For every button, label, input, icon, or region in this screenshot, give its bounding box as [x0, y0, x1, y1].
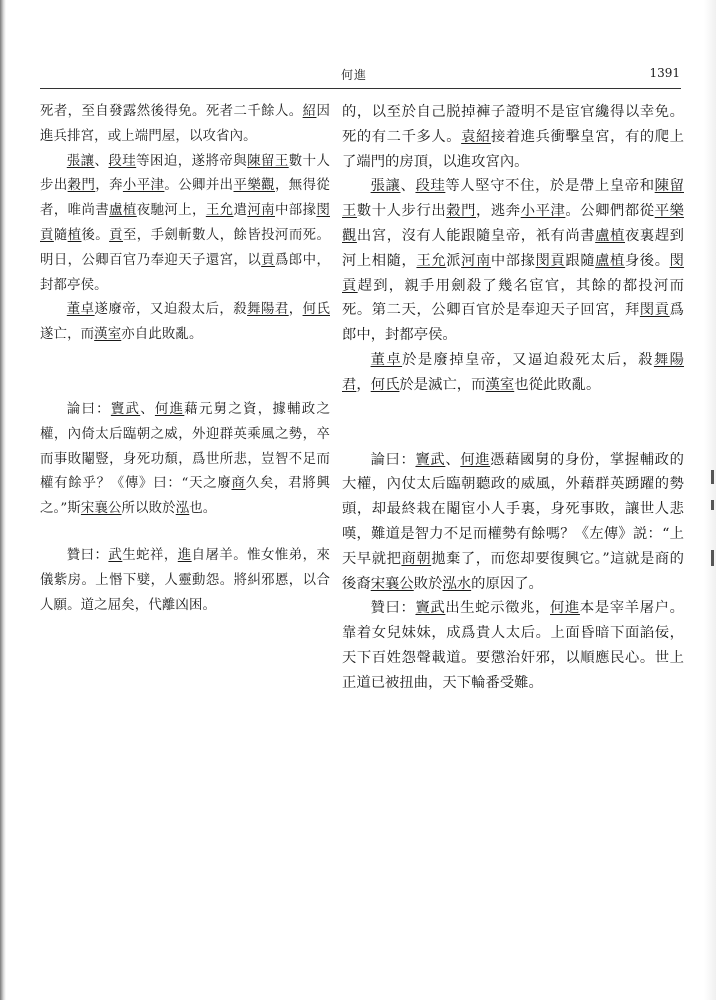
text-run: 論曰： [66, 401, 111, 417]
text-run: 至，手劍斬數人，餘皆投河而死。明日，公卿百官乃奉迎天子還宮，以 [40, 227, 331, 268]
proper-name: 穀門 [67, 178, 96, 194]
proper-name: 竇武 [415, 451, 446, 468]
proper-name: 段珪 [415, 178, 446, 195]
text-paragraph [342, 100, 684, 174]
text-run: 本是宰羊屠户。靠着女兒妹妹，成爲貴人太后。上面昏暗下面諂佞，天下百姓怨聲載道。要懲治奸邪，以順應民心。世上正道已被扭曲，天下輪番受難。 [342, 600, 684, 691]
proper-name: 段珪 [108, 153, 137, 169]
proper-name: 貢 [109, 227, 123, 243]
proper-name: 穀門 [446, 203, 477, 220]
proper-name: 閔貢 [535, 252, 566, 269]
proper-name: 董卓 [370, 351, 403, 368]
text-run: 論曰： [370, 451, 416, 468]
text-run: 憑藉國舅的身份，掌握輔政的大權，內仗太后臨朝聽政的威風，外藉群英踴躍的勢頭，却最終栽在閹宦小人手裏，身死事敗，讓世人悲嘆，難道是智力不足而權勢有餘嗎？《左傳》説：“上天早就把 [342, 451, 684, 567]
text-run: 數十人步行出 [356, 203, 447, 220]
text-run: 夜裏趕到河上相隨， [342, 227, 684, 269]
proper-name: 泓水 [442, 575, 472, 592]
proper-name: 小平津 [520, 203, 566, 220]
text-run: 遣 [233, 203, 248, 219]
text-paragraph [342, 348, 684, 398]
proper-name: 閔貢 [639, 302, 670, 319]
text-run: 中部掾 [490, 252, 536, 269]
text-paragraph [342, 174, 684, 348]
proper-name: 竇武 [110, 401, 141, 417]
text-run: ， [356, 376, 371, 393]
text-run: 出宮，沒有人能跟隨皇帝，衹有尚書 [356, 227, 596, 244]
page-header [40, 66, 680, 84]
proper-name: 平樂觀 [233, 178, 275, 194]
proper-name: 張讓 [66, 153, 95, 169]
proper-name: 小平津 [122, 178, 165, 194]
page-binding-edge [0, 0, 6, 1000]
proper-name: 商 [231, 476, 246, 492]
text-run: 敗於 [413, 575, 443, 592]
proper-name: 貢 [261, 252, 275, 268]
text-run: 亦自此敗亂。 [121, 327, 203, 343]
text-run: ，逃奔 [476, 203, 521, 220]
text-paragraph [40, 150, 330, 299]
text-run: 出生蛇示徵兆， [445, 600, 551, 617]
proper-name: 舞陽君 [342, 351, 684, 393]
text-run: ，奔 [95, 178, 123, 194]
text-run: 後。 [81, 227, 110, 243]
text-run: 隨 [53, 227, 68, 243]
eulogy-paragraph [342, 596, 684, 695]
text-run: 爲郎中，封都亭侯。 [342, 302, 685, 344]
text-run: 贊曰： [370, 600, 416, 617]
classical-text-column [40, 100, 330, 618]
commentary-paragraph [40, 398, 330, 522]
text-run: 遂廢帝，又迫殺太后，殺 [94, 302, 248, 318]
proper-name: 紹 [302, 104, 317, 119]
text-run: 於是滅亡，而 [399, 376, 486, 393]
proper-name: 舞陽君 [247, 302, 289, 318]
text-run: 自屠羊。惟女惟弟，來儀紫房。上惽下嬖，人靈動怨。將糾邪慝，以合人願。道之屈矣，代離凶困。 [40, 547, 330, 613]
text-run: 所以敗於 [121, 501, 176, 517]
text-run: 的，以至於自己脱掉褲子證明不是宦官纔得以幸免。死的有二千多人。 [342, 104, 684, 145]
proper-name: 宋襄公 [370, 575, 414, 592]
proper-name: 袁紹 [461, 128, 491, 145]
text-run: 接着進兵衝擊皇宮，有的爬上了端門的房頂，以進攻宮內。 [342, 128, 684, 170]
text-run: 贊曰： [66, 547, 109, 563]
proper-name: 盧植 [595, 252, 625, 269]
proper-name: 何進 [154, 401, 185, 417]
text-run: 也從此敗亂。 [514, 376, 601, 393]
text-run: 、 [94, 153, 109, 169]
proper-name: 閔貢 [40, 203, 330, 243]
proper-name: 董卓 [66, 302, 95, 318]
text-run: 於是廢掉皇帝，又逼迫殺死太后，殺 [402, 351, 654, 368]
proper-name: 河南 [247, 203, 275, 219]
edge-scan-marks [704, 470, 714, 590]
running-title: 何進 [341, 68, 368, 82]
proper-name: 竇武 [415, 600, 446, 617]
proper-name: 商朝 [401, 550, 432, 567]
text-paragraph [40, 100, 330, 150]
text-run: 爲郎中，封都亭侯。 [40, 252, 330, 293]
text-run: 、 [400, 178, 416, 195]
text-run: 死者，至自發露然後得免。死者二千餘人。 [40, 104, 303, 119]
translation-column [342, 100, 684, 696]
proper-name: 漢室 [485, 376, 515, 393]
text-run: 因進兵排宮，或上端門屋，以攻省內。 [40, 104, 330, 144]
proper-name: 植 [67, 227, 82, 243]
proper-name: 何氏 [302, 302, 330, 318]
text-run: 拋棄了，而您却要復興它。”這就是商的後裔 [342, 550, 685, 592]
text-run: 的原因了。 [471, 575, 543, 592]
text-run: 。公卿們都從 [565, 203, 655, 220]
text-run: 生蛇祥， [122, 547, 178, 563]
text-run: ， [288, 302, 303, 318]
text-run: 久矣，君將興之。”斯 [40, 476, 330, 517]
text-run: 派 [446, 252, 462, 269]
eulogy-paragraph [40, 544, 330, 618]
proper-name: 閔貢 [342, 252, 684, 294]
proper-name: 盧植 [595, 227, 625, 244]
text-run: 身後。 [624, 252, 670, 269]
text-run: 數十人步出 [40, 153, 331, 194]
proper-name: 漢室 [94, 327, 122, 343]
proper-name: 張讓 [370, 178, 401, 195]
text-run: 也。 [189, 501, 217, 517]
text-run: 等人堅守不住，於是帶上皇帝和 [445, 178, 655, 195]
proper-name: 何進 [550, 600, 580, 617]
header-rule [40, 88, 681, 89]
proper-name: 陳留王 [342, 178, 684, 220]
text-run: 藉元舅之資，據輔政之權，內倚太后臨朝之威，外迎群英乘風之勢，卒而事敗閹豎，身死功頹，爲世所悲，豈智不足而權有餘乎？《傳》曰：“天之廢 [40, 401, 330, 492]
text-run: 遂亡，而 [40, 327, 95, 343]
proper-name: 平樂觀 [342, 203, 684, 244]
text-paragraph [40, 298, 330, 348]
text-run: 趕到，親手用劍殺了幾名宦官，其餘的都投河而死。第二天，公卿百官於是奉迎天子回宮，拜 [342, 277, 684, 319]
text-run: ，無得從者，唯尚書 [40, 178, 330, 219]
text-run: 。公卿并出 [164, 178, 234, 194]
proper-name: 武 [108, 547, 123, 563]
proper-name: 泓 [175, 501, 190, 517]
text-run: 等困迫，遂將帝與 [136, 153, 248, 169]
commentary-paragraph [342, 448, 684, 597]
text-run: 、 [140, 401, 155, 417]
proper-name: 何氏 [370, 376, 400, 393]
proper-name: 宋襄公 [80, 501, 122, 517]
proper-name: 何進 [460, 451, 491, 468]
proper-name: 進 [177, 547, 192, 563]
proper-name: 陳留王 [247, 153, 289, 169]
text-run: 中部掾 [274, 203, 317, 219]
proper-name: 王允 [205, 203, 234, 219]
proper-name: 盧植 [109, 203, 137, 219]
text-run: 、 [445, 451, 461, 468]
proper-name: 河南 [461, 252, 491, 269]
page-number: 1391 [649, 66, 680, 80]
text-run: 跟隨 [565, 252, 596, 269]
proper-name: 王允 [416, 252, 447, 269]
text-run: 夜馳河上， [136, 203, 206, 219]
